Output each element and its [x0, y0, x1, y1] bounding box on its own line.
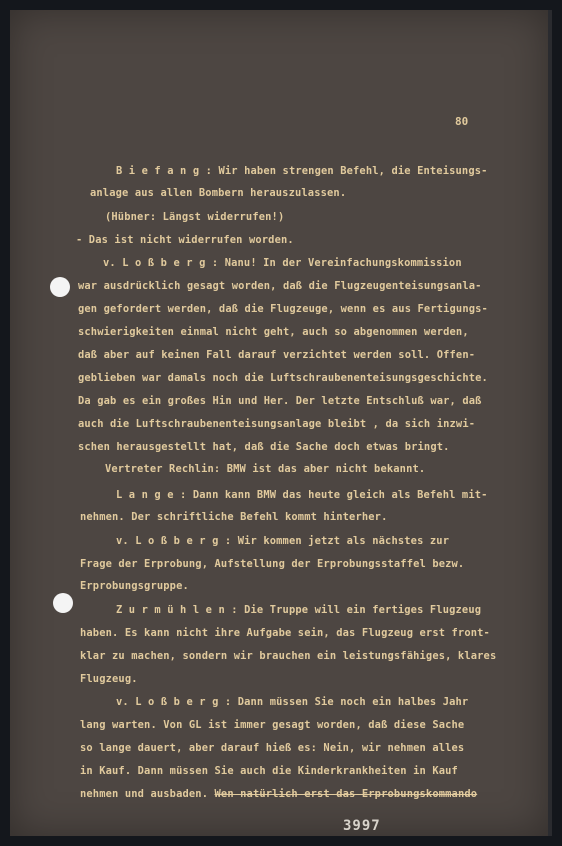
- text-line: auch die Luftschraubenenteisungsanlage bleibt , da sich inzwi-: [78, 418, 476, 430]
- text-line: nehmen. Der schriftliche Befehl kommt hinterher.: [80, 511, 388, 523]
- page-edge: [548, 10, 552, 836]
- text-line: Flugzeug.: [80, 673, 138, 685]
- punch-hole-bottom: [53, 593, 73, 613]
- text-line: so lange dauert, aber darauf hieß es: Nein, wir nehmen alles: [80, 742, 465, 754]
- text-line: schen herausgestellt hat, daß die Sache doch etwas bringt.: [78, 441, 450, 453]
- text-line: anlage aus allen Bombern herauszulassen.: [90, 187, 347, 199]
- text-line: v. L o ß b e r g : Wir kommen jetzt als nächstes zur: [116, 535, 450, 547]
- text-line: schwierigkeiten einmal nicht geht, auch so abgenommen werden,: [78, 326, 469, 338]
- text-line: geblieben war damals noch die Luftschraubenenteisungsgeschichte.: [78, 372, 488, 384]
- footer-number: 3997: [343, 818, 381, 834]
- text-segment: nehmen und ausbaden.: [80, 788, 215, 800]
- text-line: v. L o ß b e r g : Nanu! In der Vereinfachungskommission: [103, 257, 462, 269]
- text-line: Z u r m ü h l e n : Die Truppe will ein fertiges Flugzeug: [116, 604, 482, 616]
- text-line: Vertreter Rechlin: BMW ist das aber nicht bekannt.: [105, 463, 426, 475]
- text-line: Erprobungsgruppe.: [80, 580, 189, 592]
- text-line: Da gab es ein großes Hin und Her. Der letzte Entschluß war, daß: [78, 395, 482, 407]
- text-line: haben. Es kann nicht ihre Aufgabe sein, das Flugzeug erst front-: [80, 627, 490, 639]
- text-line: (Hübner: Längst widerrufen!): [105, 211, 285, 223]
- text-line: L a n g e : Dann kann BMW das heute gleich als Befehl mit-: [116, 489, 488, 501]
- struck-text: Wen natürlich erst das Erprobungskommando: [214, 788, 478, 800]
- text-line: in Kauf. Dann müssen Sie auch die Kinderkrankheiten in Kauf: [80, 765, 458, 777]
- text-line: daß aber auf keinen Fall darauf verzichtet werden soll. Offen-: [78, 349, 476, 361]
- text-line: klar zu machen, sondern wir brauchen ein leistungsfähiges, klares: [80, 650, 497, 662]
- text-line: war ausdrücklich gesagt worden, daß die Flugzeugenteisungsanla-: [78, 280, 482, 292]
- text-line: lang warten. Von GL ist immer gesagt worden, daß diese Sache: [80, 719, 465, 731]
- text-line: B i e f a n g : Wir haben strengen Befehl, die Enteisungs-: [116, 165, 488, 177]
- text-line: Frage der Erprobung, Aufstellung der Erprobungsstaffel bezw.: [80, 558, 465, 570]
- text-line-last: [80, 788, 477, 800]
- punch-hole-top: [50, 277, 70, 297]
- text-line: - Das ist nicht widerrufen worden.: [76, 234, 294, 246]
- text-line: v. L o ß b e r g : Dann müssen Sie noch ein halbes Jahr: [116, 696, 469, 708]
- text-line: gen gefordert werden, daß die Flugzeuge, wenn es aus Fertigungs-: [78, 303, 488, 315]
- page-number: 80: [455, 115, 469, 128]
